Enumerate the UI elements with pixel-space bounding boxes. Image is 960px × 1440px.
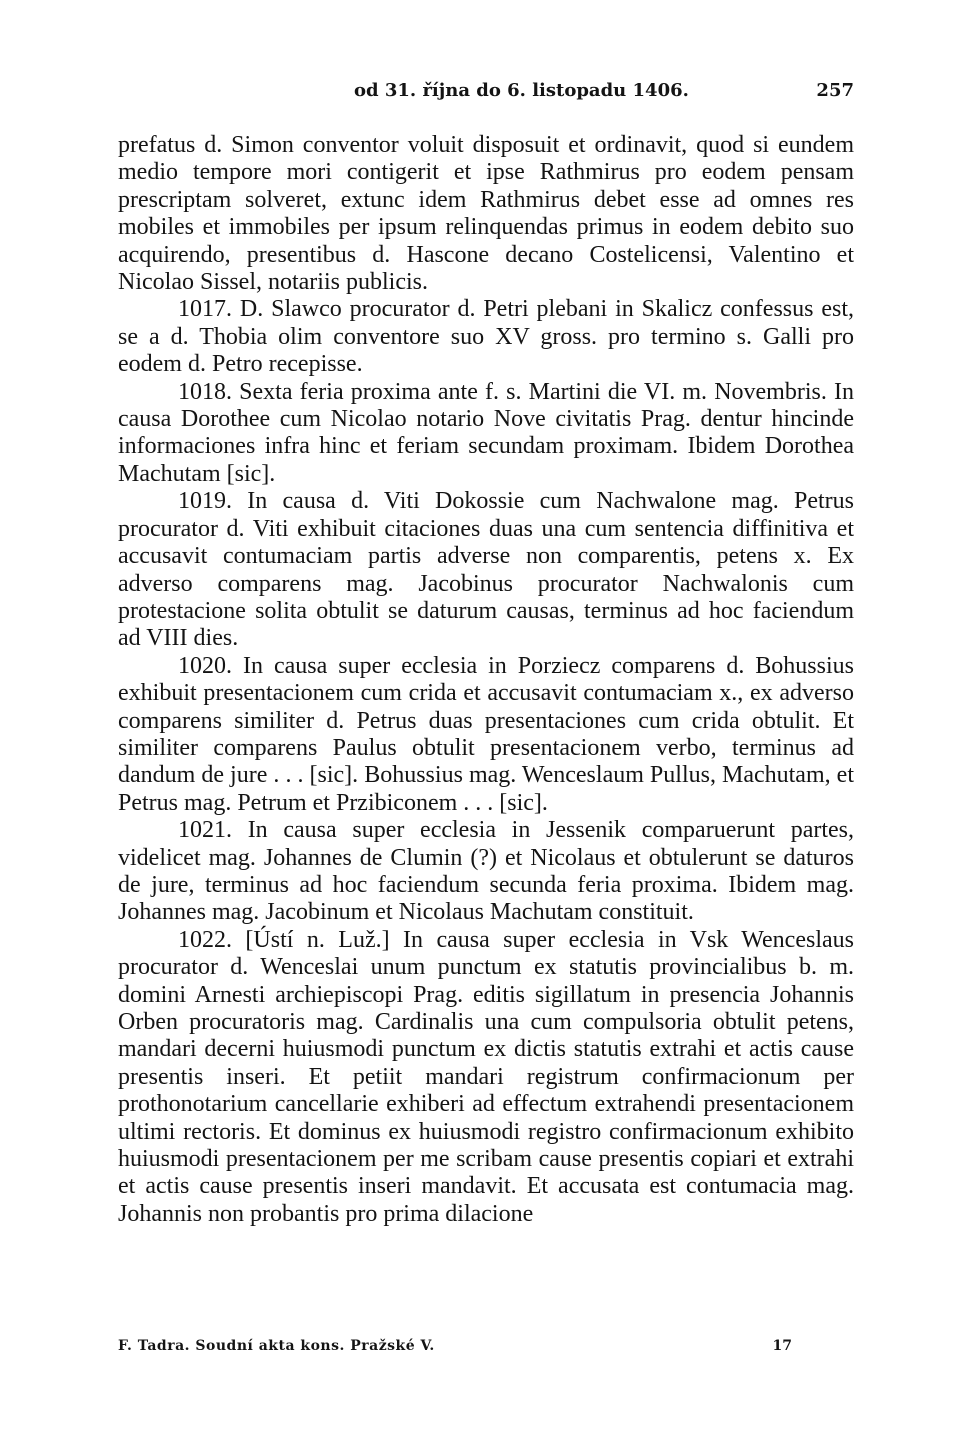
- page-number: 257: [816, 80, 854, 101]
- signature-mark: 17: [772, 1338, 792, 1354]
- footer-source: F. Tadra. Soudní akta kons. Pražské V.: [118, 1338, 435, 1354]
- paragraph-entry-1017: 1017. D. Slawco procurator d. Petri plebani in Skalicz confessus est, se a d. Thobia olim conventore suo XV gross. pro termino s. Galli pro eodem d. Petro recepisse.: [118, 296, 854, 378]
- paragraph-entry-1018: 1018. Sexta feria proxima ante f. s. Martini die VI. m. Novembris. In causa Dorothee cum Nicolao notario Nove civitatis Prag. dentur hincinde informaciones infra hinc et feriam secundam proximam. Ibidem Dorothea Machutam [sic].: [118, 378, 854, 487]
- paragraph-entry-1022: 1022. [Ústí n. Luž.] In causa super ecclesia in Vsk Wenceslaus procurator d. Wenceslai unum punctum ex statutis provincialibus b. m. domini Arnesti archiepiscopi Prag. editis sigillatum in presencia Johannis Orben procuratoris mag. Cardinalis una cum compulsoria obtulit petens, mandari decerni huiusmodi punctum ex dictis statutis extrahi et actis cause presentis inseri. Et petiit mandari registrum confirmacionum per prothonotarium cancellarie exhiberi ad effectum extrahendi presentacionem ultimi rectoris. Et dominus ex huiusmodi registro confirmacionum exhibito huiusmodi presentacionem per me scribam cause presentis copiari et extrahi et actis cause presentis inseri mandavit. Et accusata est contumacia mag. Johannis non probantis pro prima dilacione: [118, 926, 854, 1227]
- page-body: [118, 132, 854, 1228]
- paragraph-entry-1019: 1019. In causa d. Viti Dokossie cum Nachwalone mag. Petrus procurator d. Viti exhibuit citaciones duas una cum sentencia diffinitiva et accusavit contumaciam partis adverse non comparentis, petens x. Ex adverso comparens mag. Jacobinus procurator Nachwalonis cum protestacione solita obtulit se daturum causas, terminus ad hoc faciendum ad VIII dies.: [118, 488, 854, 652]
- paragraph-entry-1020: 1020. In causa super ecclesia in Porziecz comparens d. Bohussius exhibuit presentacionem cum crida et accusavit contumaciam x., ex adverso comparens similiter d. Petrus duas presentaciones cum crida obtulit. Et similiter comparens Paulus obtulit presentacionem verbo, terminus ad dandum de jure . . . [sic]. Bohussius mag. Wenceslaum Pullus, Machutam, et Petrus mag. Petrum et Przibiconem . . . [sic].: [118, 652, 854, 816]
- running-title: od 31. října do 6. listopadu 1406.: [354, 80, 689, 101]
- page-footer: [118, 1338, 854, 1360]
- paragraph-entry-1021: 1021. In causa super ecclesia in Jessenik comparuerunt partes, videlicet mag. Johannes de Clumin (?) et Nicolaus et obtulerunt se daturos de jure, terminus ad hoc faciendum secunda feria proxima. Ibidem mag. Johannes mag. Jacobinum et Nicolaus Machutam constituit.: [118, 817, 854, 926]
- running-header: [118, 80, 854, 108]
- paragraph-continuation: prefatus d. Simon conventor voluit disposuit et ordinavit, quod si eundem medio tempore mori contigerit et ipse Rathmirus pro eodem pensam prescriptam solveret, extunc idem Rathmirus debet esse ad omnes res mobiles et immobiles per ipsum relinquendas primus in eodem debito suo acquirendo, presentibus d. Hascone decano Costelicensi, Valentino et Nicolao Sissel, notariis publicis.: [118, 132, 854, 296]
